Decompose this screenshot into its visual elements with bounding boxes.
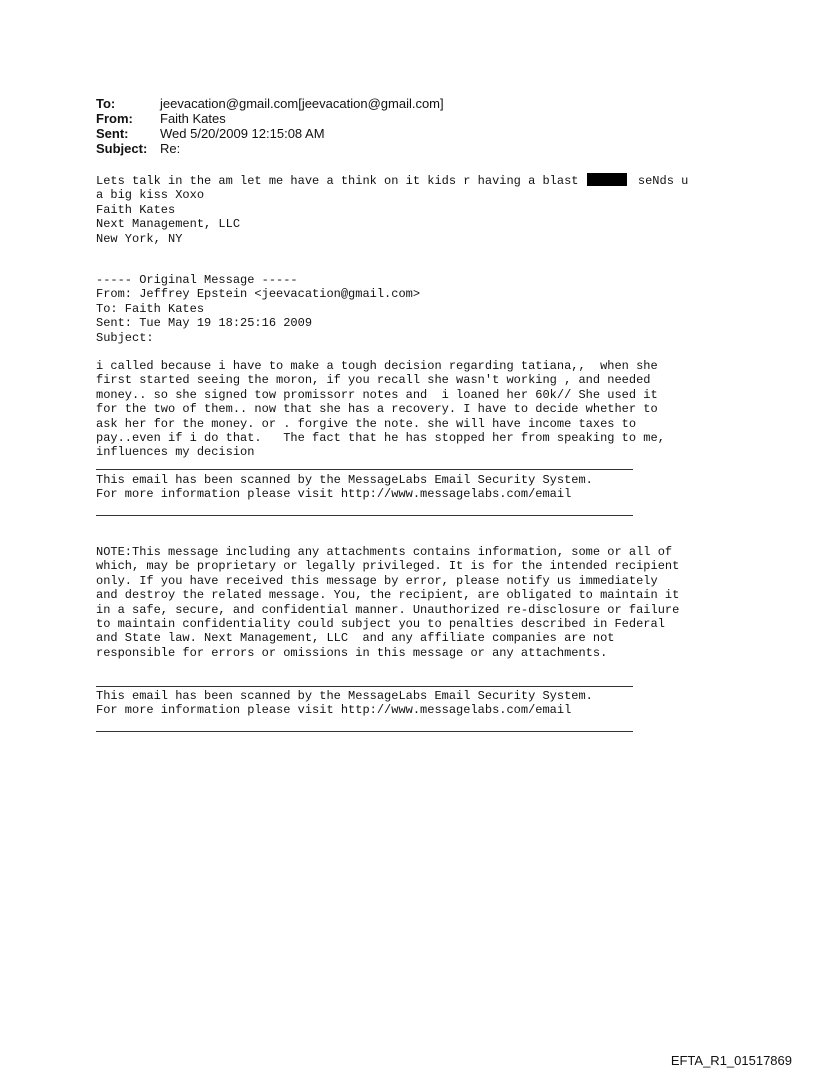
reply-line bbox=[96, 173, 688, 188]
scan-notice-line: For more information please visit http://www.messagelabs.com/email bbox=[96, 703, 572, 718]
disclaimer-line: and destroy the related message. You, the recipient, are obligated to maintain it bbox=[96, 588, 680, 603]
original-body-line: for the two of them.. now that she has a recovery. I have to decide whether to bbox=[96, 402, 658, 417]
sent-value: Wed 5/20/2009 12:15:08 AM bbox=[160, 126, 325, 141]
sent-label: Sent: bbox=[96, 126, 129, 141]
original-header-line: From: Jeffrey Epstein <jeevacation@gmail.com> bbox=[96, 287, 421, 302]
original-header-line: Subject: bbox=[96, 330, 154, 345]
original-body-line: money.. so she signed tow promissorr notes and i loaned her 60k// She used it bbox=[96, 387, 658, 402]
reply-line-text: Lets talk in the am let me have a think on it kids r having a blast bbox=[96, 174, 579, 188]
reply-line: Next Management, LLC bbox=[96, 217, 241, 232]
from-row bbox=[96, 111, 444, 126]
scan-notice-line: This email has been scanned by the MessageLabs Email Security System. bbox=[96, 473, 593, 487]
divider-line bbox=[96, 731, 633, 732]
reply-line: New York, NY bbox=[96, 231, 183, 246]
original-message-body bbox=[96, 359, 665, 460]
scan-notice bbox=[96, 689, 593, 718]
disclaimer-line: to maintain confidentiality could subject you to penalties described in Federal bbox=[96, 617, 665, 632]
original-message-header bbox=[96, 273, 420, 345]
disclaimer bbox=[96, 545, 679, 660]
to-row bbox=[96, 96, 444, 111]
divider-line bbox=[96, 515, 633, 516]
subject-label: Subject: bbox=[96, 141, 148, 156]
disclaimer-line: which, may be proprietary or legally privileged. It is for the intended recipient bbox=[96, 559, 680, 574]
disclaimer-line: only. If you have received this message by error, please notify us immediately bbox=[96, 573, 658, 588]
to-value: jeevacation@gmail.com[jeevacation@gmail.com] bbox=[160, 96, 444, 111]
original-body-line: ask her for the money. or . forgive the note. she will have income taxes to bbox=[96, 416, 637, 431]
document-id: EFTA_R1_01517869 bbox=[670, 1053, 792, 1068]
divider-line bbox=[96, 469, 633, 470]
original-body-line: pay..even if i do that. The fact that he has stopped her from speaking to me, bbox=[96, 431, 665, 446]
reply-body bbox=[96, 173, 688, 246]
sent-row bbox=[96, 126, 444, 141]
reply-line: Faith Kates bbox=[96, 202, 176, 217]
disclaimer-line: in a safe, secure, and confidential manner. Unauthorized re-disclosure or failure bbox=[96, 602, 680, 617]
disclaimer-line: NOTE:This message including any attachments contains information, some or all of bbox=[96, 545, 673, 559]
disclaimer-line: and State law. Next Management, LLC and any affiliate companies are not bbox=[96, 631, 615, 646]
scan-notice-line: This email has been scanned by the MessageLabs Email Security System. bbox=[96, 689, 593, 703]
redaction-block bbox=[587, 173, 627, 186]
original-body-line: first started seeing the moron, if you recall she wasn't working , and needed bbox=[96, 373, 651, 388]
disclaimer-line: responsible for errors or omissions in this message or any attachments. bbox=[96, 645, 608, 660]
original-header-line: To: Faith Kates bbox=[96, 301, 205, 316]
to-label: To: bbox=[96, 96, 116, 111]
subject-value: Re: bbox=[160, 141, 181, 156]
scan-notice bbox=[96, 473, 593, 502]
original-header-line: Sent: Tue May 19 18:25:16 2009 bbox=[96, 316, 313, 331]
reply-line: a big kiss Xoxo bbox=[96, 188, 205, 203]
divider-line bbox=[96, 686, 633, 687]
original-header-line: ----- Original Message ----- bbox=[96, 273, 298, 287]
subject-row bbox=[96, 141, 444, 156]
email-header bbox=[96, 96, 444, 156]
original-body-line: influences my decision bbox=[96, 445, 255, 460]
reply-line-text: seNds u bbox=[637, 174, 689, 188]
scan-notice-line: For more information please visit http://www.messagelabs.com/email bbox=[96, 487, 572, 502]
original-body-line: i called because i have to make a tough decision regarding tatiana,, when she bbox=[96, 359, 658, 373]
from-value: Faith Kates bbox=[160, 111, 226, 126]
from-label: From: bbox=[96, 111, 133, 126]
